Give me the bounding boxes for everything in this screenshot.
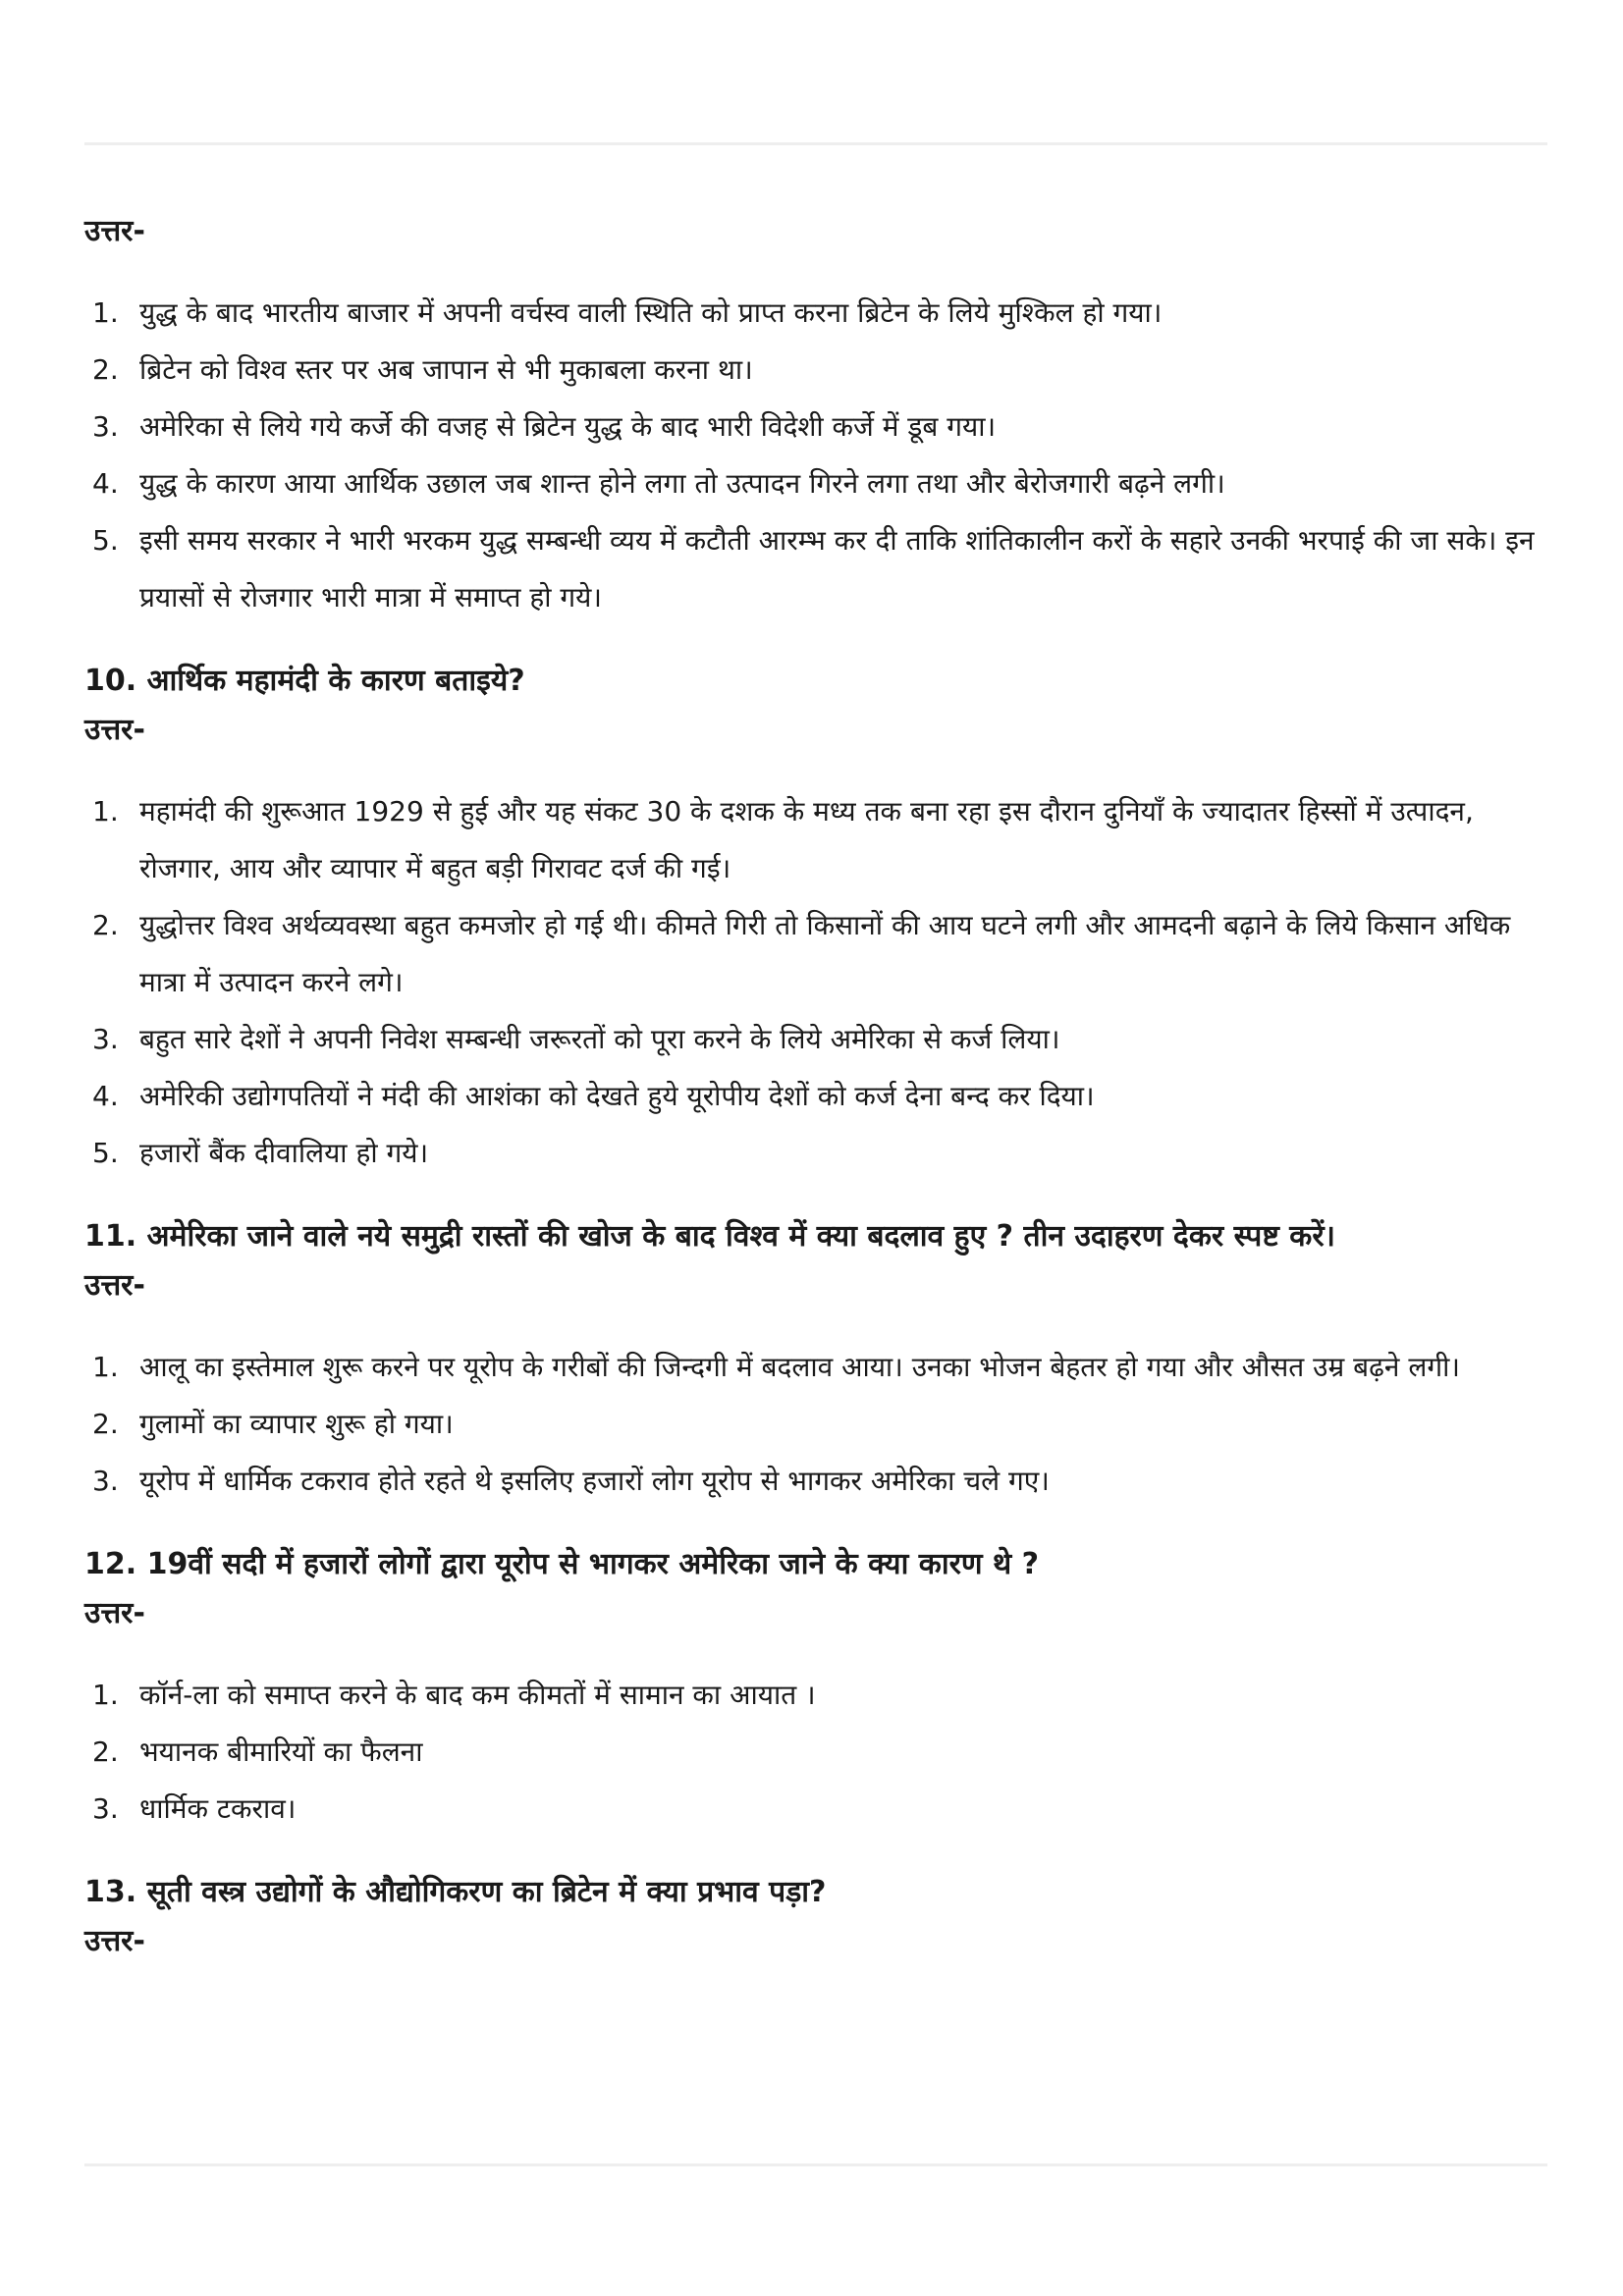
question-heading: 11. अमेरिका जाने वाले नये समुद्री रास्तों की खोज के बाद विश्व में क्या बदलाव हुए ? तीन उदाहरण देकर स्पष्ट करें।	[84, 1219, 1335, 1254]
list-item-text: इसी समय सरकार ने भारी भरकम युद्ध सम्बन्धी व्यय में कटौती आरम्भ कर दी ताकि शांतिकालीन करों के सहारे उनकी भरपाई की जा सके। इन प्रयासों से रोजगार भारी मात्रा में समाप्त हो गये।	[139, 524, 1535, 614]
list-item-number: 4.	[92, 1080, 119, 1112]
list-item-number: 2.	[92, 353, 119, 386]
answer-list	[84, 1667, 1538, 1838]
list-item-number: 1.	[92, 1351, 119, 1383]
list-item-number: 1.	[92, 296, 119, 329]
list-item-text: धार्मिक टकराव।	[139, 1792, 297, 1825]
bottom-divider	[84, 2163, 1547, 2166]
list-item-number: 3.	[92, 410, 119, 443]
list-item-text: ब्रिटेन को विश्व स्तर पर अब जापान से भी मुकाबला करना था।	[139, 353, 753, 386]
list-item	[84, 1125, 1538, 1182]
list-item-number: 2.	[92, 1735, 119, 1768]
list-item	[84, 1781, 1538, 1838]
list-item-number: 4.	[92, 467, 119, 500]
list-item-number: 5.	[92, 524, 119, 557]
question-heading: 13. सूती वस्त्र उद्योगों के औद्योगिकरण का ब्रिटेन में क्या प्रभाव पड़ा?	[84, 1875, 827, 1909]
question-heading: 12. 19वीं सदी में हजारों लोगों द्वारा यूरोप से भागकर अमेरिका जाने के क्या कारण थे ?	[84, 1547, 1040, 1581]
question-heading: 10. आर्थिक महामंदी के कारण बताइये?	[84, 664, 525, 698]
list-item	[84, 342, 1538, 399]
answer-list	[84, 285, 1538, 626]
list-item	[84, 512, 1538, 626]
answer-label: उत्तर-	[84, 1268, 145, 1303]
list-item-number: 1.	[92, 795, 119, 828]
answer-label: उत्तर-	[84, 713, 145, 747]
answer-label: उत्तर-	[84, 1596, 145, 1630]
list-item-text: युद्धोत्तर विश्व अर्थव्यवस्था बहुत कमजोर हो गई थी। कीमते गिरी तो किसानों की आय घटने लगी और आमदनी बढ़ाने के लिये किसान अधिक मात्रा में उत्पादन करने लगे।	[139, 909, 1511, 998]
list-item-text: गुलामों का व्यापार शुरू हो गया।	[139, 1408, 454, 1440]
list-item-number: 2.	[92, 909, 119, 941]
list-item-number: 5.	[92, 1137, 119, 1169]
list-item-text: यूरोप में धार्मिक टकराव होते रहते थे इसलिए हजारों लोग यूरोप से भागकर अमेरिका चले गए।	[139, 1465, 1050, 1497]
list-item-text: हजारों बैंक दीवालिया हो गये।	[139, 1137, 429, 1169]
list-item	[84, 1724, 1538, 1781]
list-item	[84, 783, 1538, 897]
list-item	[84, 1011, 1538, 1068]
list-item	[84, 1667, 1538, 1724]
answer-label: उत्तर-	[84, 1924, 145, 1958]
list-item-number: 3.	[92, 1792, 119, 1825]
list-item-text: अमेरिका से लिये गये कर्जे की वजह से ब्रिटेन युद्ध के बाद भारी विदेशी कर्जे में डूब गया।	[139, 410, 997, 443]
list-item-text: अमेरिकी उद्योगपतियों ने मंदी की आशंका को देखते हुये यूरोपीय देशों को कर्ज देना बन्द कर दिया।	[139, 1080, 1095, 1112]
list-item-number: 3.	[92, 1023, 119, 1055]
list-item	[84, 1396, 1538, 1453]
list-item-text: बहुत सारे देशों ने अपनी निवेश सम्बन्धी जरूरतों को पूरा करने के लिये अमेरिका से कर्ज लिया।	[139, 1023, 1060, 1055]
list-item-number: 3.	[92, 1465, 119, 1497]
list-item	[84, 455, 1538, 512]
answer-list	[84, 1339, 1538, 1510]
list-item-text: कॉर्न-ला को समाप्त करने के बाद कम कीमतों में सामान का आयात ।	[139, 1679, 816, 1711]
top-divider	[84, 142, 1547, 145]
list-item-text: युद्ध के कारण आया आर्थिक उछाल जब शान्त होने लगा तो उत्पादन गिरने लगा तथा और बेरोजगारी बढ़ने लगी।	[139, 467, 1225, 500]
list-item-text: भयानक बीमारियों का फैलना	[139, 1735, 423, 1768]
list-item	[84, 1453, 1538, 1510]
list-item-number: 1.	[92, 1679, 119, 1711]
page-content	[84, 167, 1538, 1961]
list-item	[84, 1068, 1538, 1125]
answer-list	[84, 783, 1538, 1182]
list-item	[84, 285, 1538, 342]
list-item	[84, 399, 1538, 455]
list-item-number: 2.	[92, 1408, 119, 1440]
list-item-text: युद्ध के बाद भारतीय बाजार में अपनी वर्चस्व वाली स्थिति को प्राप्त करना ब्रिटेन के लिये मुश्किल हो गया।	[139, 296, 1163, 329]
answer-label: उत्तर-	[84, 214, 145, 248]
list-item-text: महामंदी की शुरूआत 1929 से हुई और यह संकट 30 के दशक के मध्य तक बना रहा इस दौरान दुनियाँ के ज्यादातर हिस्सों में उत्पादन, रोजगार, आय और व्यापार में बहुत बड़ी गिरावट दर्ज की गई।	[139, 795, 1474, 884]
list-item	[84, 1339, 1538, 1396]
list-item-text: आलू का इस्तेमाल शुरू करने पर यूरोप के गरीबों की जिन्दगी में बदलाव आया। उनका भोजन बेहतर हो गया और औसत उम्र बढ़ने लगी।	[139, 1351, 1460, 1383]
list-item	[84, 897, 1538, 1011]
